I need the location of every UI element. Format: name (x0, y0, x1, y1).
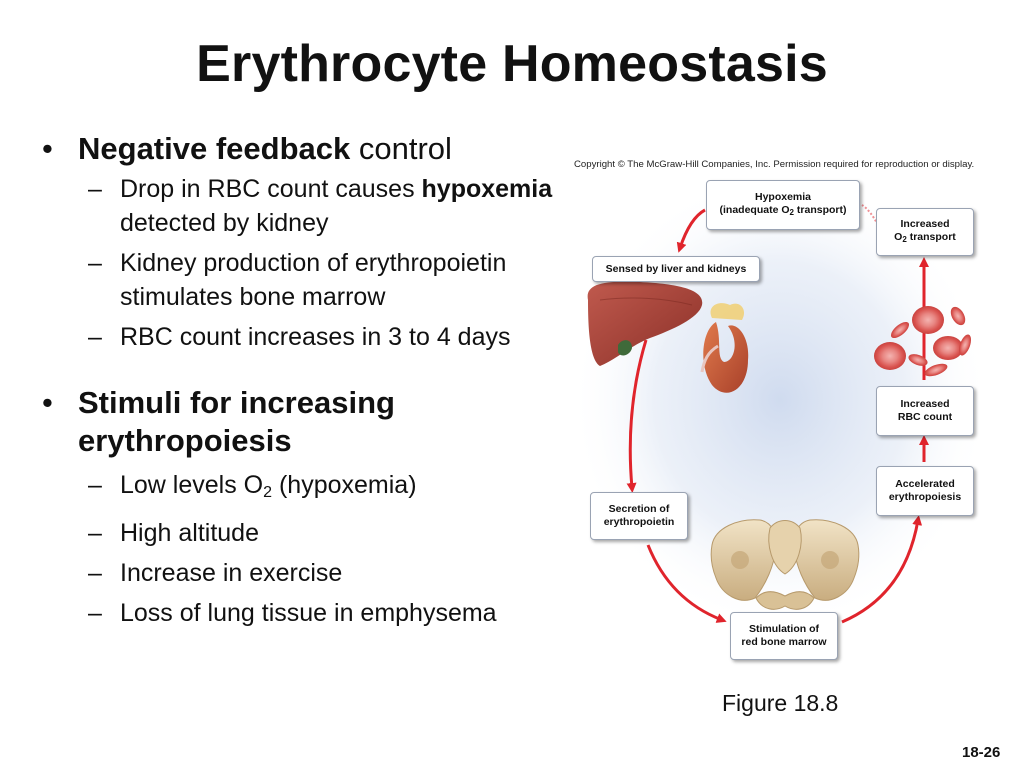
box-accelerated-erythropoiesis (876, 466, 974, 516)
sub-bullet-text: Loss of lung tissue in emphysema (120, 599, 497, 627)
bullet-negative-feedback (40, 130, 580, 168)
sub-bullet-bold: hypoxemia (421, 175, 553, 203)
pelvis-bone-icon (711, 520, 859, 610)
dash-symbol: – (88, 175, 102, 203)
bullet-stimuli (40, 384, 580, 460)
sub-bullet (40, 556, 580, 590)
subscript: 2 (263, 484, 273, 501)
sub-bullet (40, 596, 580, 630)
dash-symbol: – (88, 323, 102, 351)
box-line: red bone marrow (741, 636, 827, 648)
bullet-lead-bold: Negative feedback (78, 131, 351, 166)
sub-bullet-text: Kidney production of erythropoietin stimulates bone marrow (120, 249, 507, 311)
box-line: Stimulation of (749, 623, 819, 635)
box-line: erythropoiesis (888, 491, 962, 503)
box-line: (inadequate $O_2$ transport) (719, 204, 847, 217)
box-sensed-by-liver-and-kidneys (592, 256, 760, 282)
sub-bullet (40, 516, 580, 550)
box-hypoxemia (706, 180, 860, 230)
sub-bullet (40, 468, 580, 510)
sub-bullet-text: (hypoxemia) (272, 471, 417, 499)
dash-symbol: – (88, 599, 102, 627)
box-line: Increased (900, 218, 950, 230)
bullet-lead-bold: Stimuli for increasing erythropoiesis (78, 385, 395, 458)
dash-symbol: – (88, 519, 102, 547)
box-line: Increased (900, 398, 950, 410)
bullet-symbol: • (42, 385, 53, 420)
sub-bullet-text: RBC count increases in 3 to 4 days (120, 323, 511, 351)
slide-number: 18-26 (962, 744, 1001, 761)
dash-symbol: – (88, 249, 102, 277)
slide-title: Erythrocyte Homeostasis (196, 35, 828, 93)
bullet-list (40, 130, 580, 630)
box-secretion-of-erythropoietin (590, 492, 688, 540)
dash-symbol: – (88, 559, 102, 587)
sub-bullet-text: Low levels O (120, 471, 264, 499)
figure-label: Figure 18.8 (722, 690, 839, 716)
sub-bullet-text: High altitude (120, 519, 259, 547)
sub-bullet (40, 172, 580, 240)
copyright-notice: Copyright © The McGraw-Hill Companies, Inc. Permission required for reproduction or display. (574, 159, 975, 170)
box-line: Sensed by liver and kidneys (605, 262, 747, 275)
bullet-symbol: • (42, 131, 53, 166)
box-line: erythropoietin (603, 516, 675, 528)
sub-bullet (40, 246, 580, 314)
sub-bullet (40, 320, 580, 354)
box-increased-rbc-count (876, 386, 974, 436)
box-line: $O_2$ transport (894, 231, 956, 244)
box-line: Accelerated (895, 478, 955, 490)
box-line: RBC count (897, 411, 953, 423)
box-line: Hypoxemia (754, 191, 812, 203)
box-line: Secretion of (608, 503, 670, 515)
bullet-lead-rest: control (350, 131, 452, 166)
sub-bullet-text: Drop in RBC count causes (120, 175, 422, 203)
sub-bullet-text: Increase in exercise (120, 559, 343, 587)
dash-symbol: – (88, 471, 102, 499)
box-stimulation-of-red-bone-marrow (730, 612, 838, 660)
box-increased-o2-transport (876, 208, 974, 256)
sub-bullet-text: detected by kidney (120, 209, 329, 237)
